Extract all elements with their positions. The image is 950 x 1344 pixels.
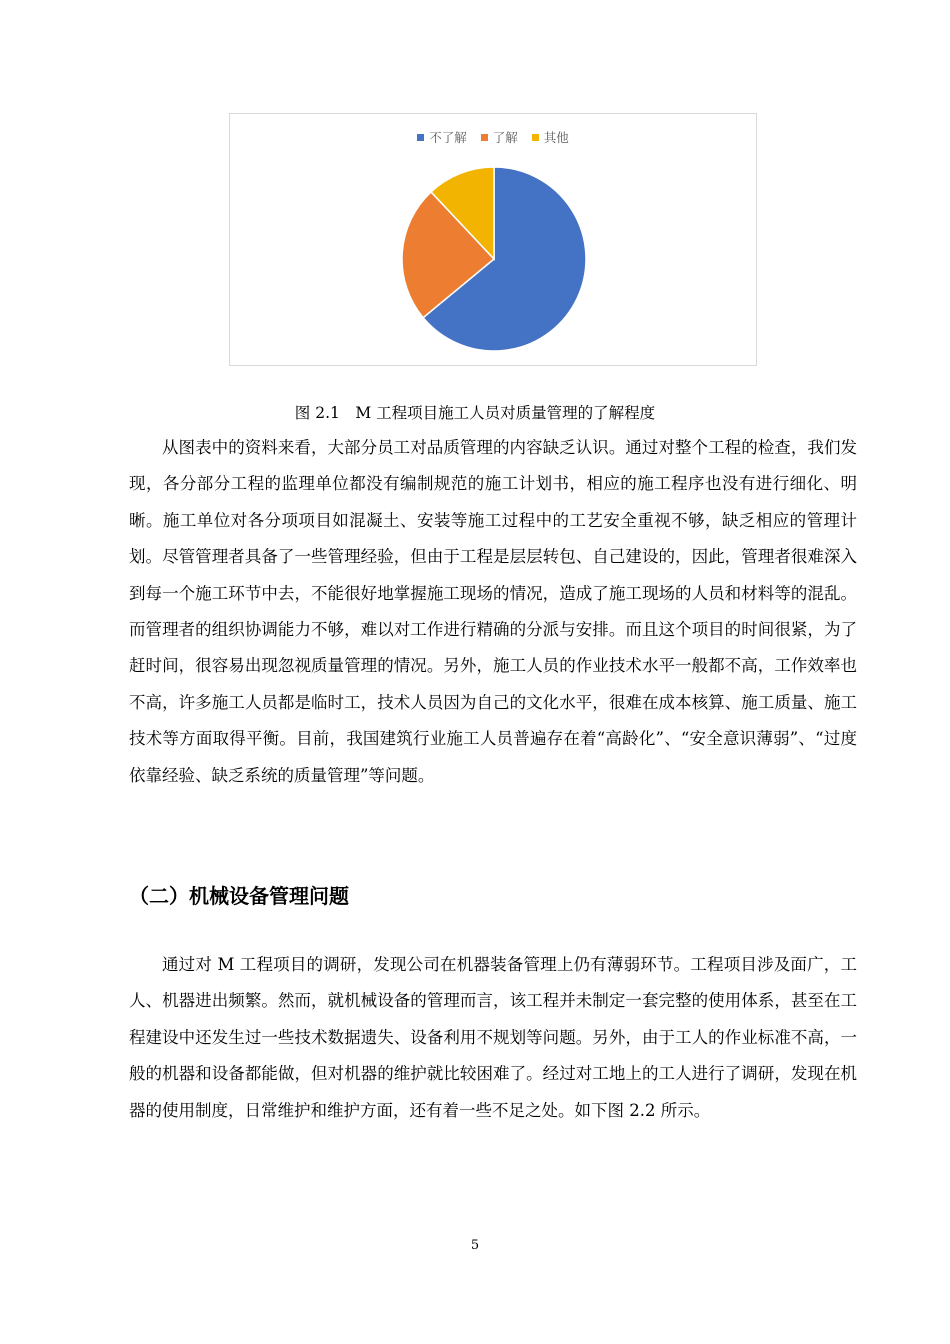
legend-label-0: 不了解 — [429, 130, 467, 145]
body-paragraph-1: 从图表中的资料来看，大部分员工对品质管理的内容缺乏认识。通过对整个工程的检查，我们发现，各分部分工程的监理单位都没有编制规范的施工计划书，相应的施工程序也没有进行细化、明晰。施工单位对各分项项目如混凝土、安装等施工过程中的工艺安全重视不够，缺乏相应的管理计划。尽管管理者具备了一些管理经验，但由于工程是层层转包、自己建设的，因此，管理者很难深入到每一个施工环节中去，不能很好地掌握施工现场的情况，造成了施工现场的人员和材料等的混乱。而管理者的组织协调能力不够，难以对工作进行精确的分派与安排。而且这个项目的时间很紧，为了赶时间，很容易出现忽视质量管理的情况。另外，施工人员的作业技术水平一般都不高，工作效率也不高，许多施工人员都是临时工，技术人员因为自己的文化水平，很难在成本核算、施工质量、施工技术等方面取得平衡。目前，我国建筑行业施工人员普遍存在着“高龄化”、“安全意识薄弱”、“过度依靠经验、缺乏系统的质量管理”等问题。 — [129, 438, 857, 785]
legend-label-1: 了解 — [492, 130, 518, 145]
pie-plot-area — [230, 114, 758, 367]
legend-label-2: 其他 — [543, 130, 569, 145]
section-heading: （二）机械设备管理问题 — [129, 884, 349, 908]
figure-caption: 图 2.1 M 工程项目施工人员对质量管理的了解程度 — [294, 404, 656, 422]
page-number: 5 — [470, 1238, 480, 1253]
pie-chart — [229, 113, 757, 366]
body-paragraph-2: 通过对 M 工程项目的调研，发现公司在机器装备管理上仍有薄弱环节。工程项目涉及面广，工人、机器进出频繁。然而，就机械设备的管理而言，该工程并未制定一套完整的使用体系，甚至在工程建设中还发生过一些技术数据遗失、设备利用不规划等问题。另外，由于工人的作业标准不高，一般的机器和设备都能做，但对机器的维护就比较困难了。经过对工地上的工人进行了调研，发现在机器的使用制度，日常维护和维护方面，还有着一些不足之处。如下图 2.2 所示。 — [129, 955, 857, 1120]
